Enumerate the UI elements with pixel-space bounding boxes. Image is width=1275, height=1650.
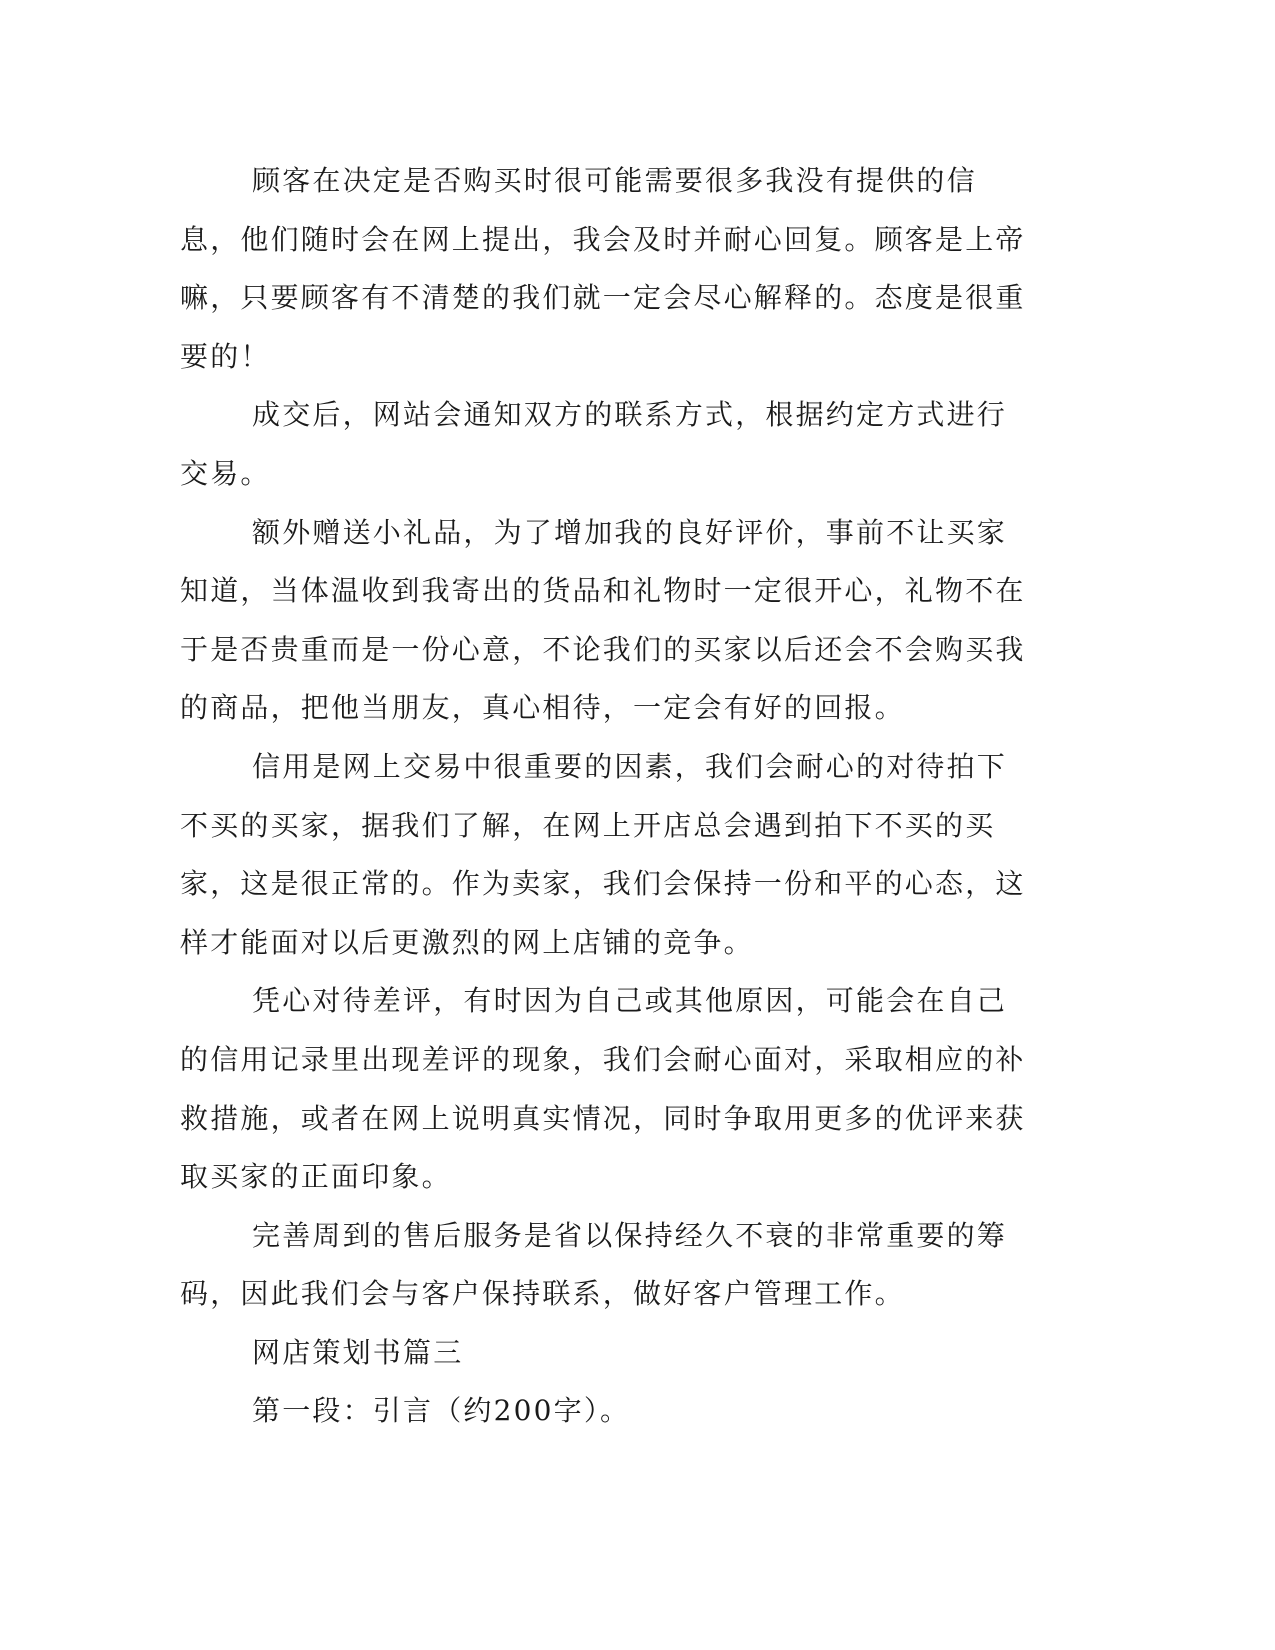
paragraph-small-gifts: 额外赠送小礼品，为了增加我的良好评价，事前不让买家知道，当体温收到我寄出的货品和礼物时一定很开心，礼物不在于是否贵重而是一份心意，不论我们的买家以后还会不会购买我的商品，把他当朋友，真心相待，一定会有好的回报。 — [180, 515, 1026, 725]
section-heading: 网店策划书篇三 — [252, 1335, 464, 1369]
subsection-heading: 第一段：引言（约200字）。 — [252, 1394, 631, 1428]
paragraph-negative-reviews: 凭心对待差评，有时因为自己或其他原因，可能会在自己的信用记录里出现差评的现象，我们会耐心面对，采取相应的补救措施，或者在网上说明真实情况，同时争取用更多的优评来获取买家的正面印象。 — [180, 984, 1026, 1194]
paragraph-credit: 信用是网上交易中很重要的因素，我们会耐心的对待拍下不买的买家，据我们了解，在网上开店总会遇到拍下不买的买家，这是很正常的。作为卖家，我们会保持一份和平的心态，这样才能面对以后更激烈的网上店铺的竞争。 — [180, 749, 1026, 959]
document-page — [180, 152, 1030, 1441]
paragraph-after-sales: 完善周到的售后服务是省以保持经久不衰的非常重要的筹码，因此我们会与客户保持联系，做好客户管理工作。 — [180, 1218, 1008, 1311]
paragraph-after-deal: 成交后，网站会通知双方的联系方式，根据约定方式进行交易。 — [180, 398, 1008, 490]
paragraph-customer-questions: 顾客在决定是否购买时很可能需要很多我没有提供的信息，他们随时会在网上提出，我会及时并耐心回复。顾客是上帝嘛，只要顾客有不清楚的我们就一定会尽心解释的。态度是很重要的！ — [180, 164, 1026, 373]
